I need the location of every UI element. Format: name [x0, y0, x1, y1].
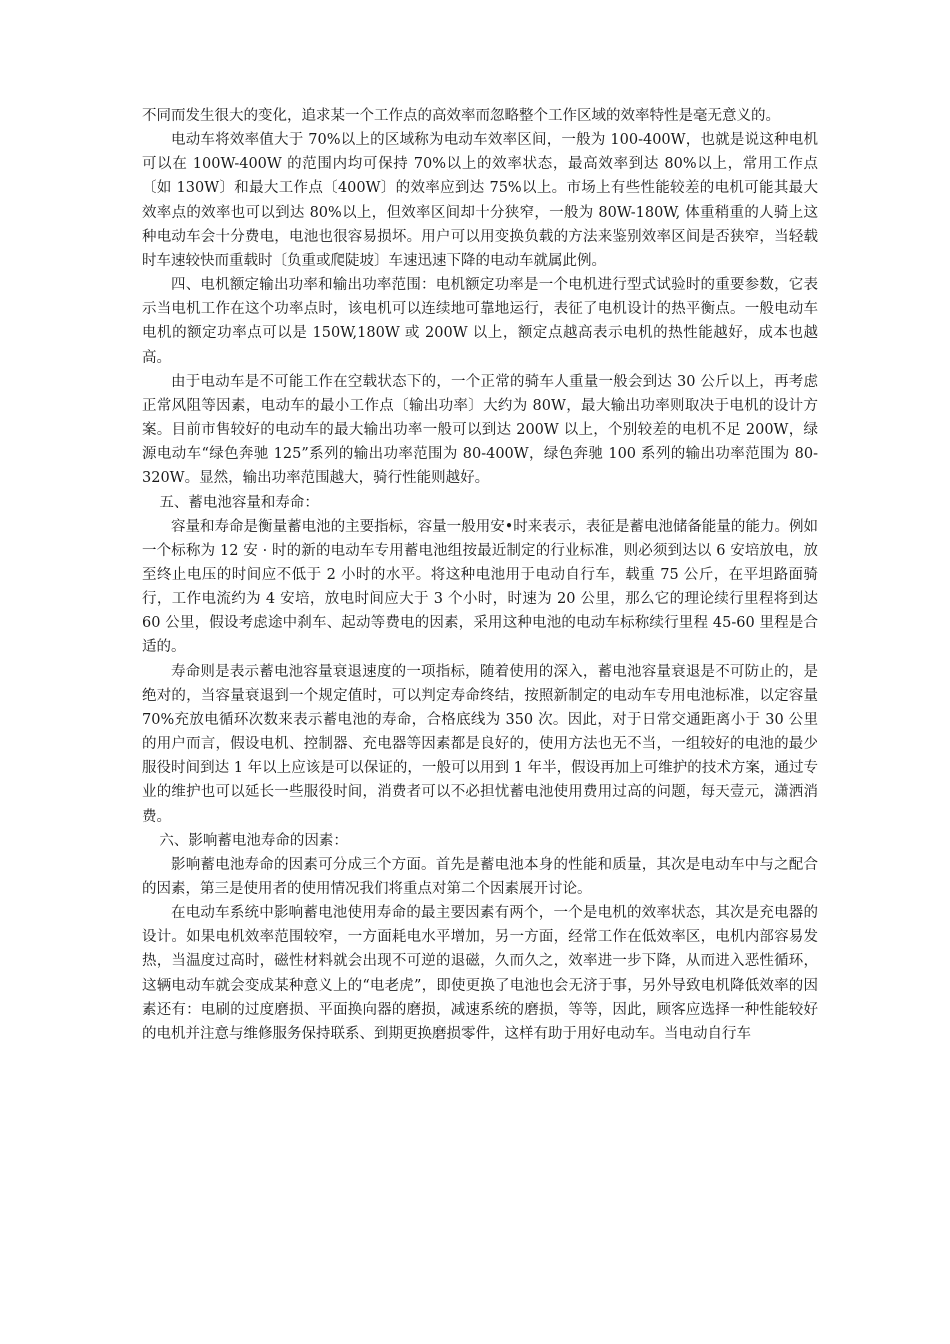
paragraph-battery-life: 寿命则是表示蓄电池容量衰退速度的一项指标，随着使用的深入，蓄电池容量衰退是不可防止的，是绝对的，当容量衰退到一个规定值时，可以判定寿命终结，按照新制定的电动车专用电池标准，以定容量 70%充放电循环次数来表示蓄电池的寿命，合格底线为 350 次。因此，对于日常交通距离小于 30 公里的用户而言，假设电机、控制器、充电器等因素都是良好的，使用方法也无不当，一组较好的电池的最少服役时间到达 1 年以上应该是可以保证的，一般可以用到 1 年半，假设再加上可维护的技术方案，通过专业的维护也可以延长一些服役时间，消费者可以不必担忧蓄电池使用费用过高的问题，每天壹元，潇洒消费。 [142, 663, 818, 825]
paragraph-battery-capacity: 容量和寿命是衡量蓄电池的主要指标，容量一般用安•时来表示，表征是蓄电池储备能量的能力。例如一个标称为 12 安 · 时的新的电动车专用蓄电池组按最近制定的行业标准，则必须到达以 6 安培放电，放至终止电压的时间应不低于 2 小时的水平。将这种电池用于电动自行车，载重 75 公斤，在平坦路面骑行，工作电流约为 4 安培，放电时间应大于 3 个小时，时速为 20 公里，那么它的理论续行里程将到达 60 公里，假设考虑途中刹车、起动等费电的因素，采用这种电池的电动车标称续行里程 45-60 里程是合适的。 [142, 518, 818, 656]
paragraph-life-factors: 影响蓄电池寿命的因素可分成三个方面。首先是蓄电池本身的性能和质量，其次是电动车中与之配合的因素，第三是使用者的使用情况我们将重点对第二个因素展开讨论。 [142, 856, 818, 897]
section-six-heading: 六、影响蓄电池寿命的因素： [159, 832, 348, 849]
paragraph-efficiency-range: 电动车将效率值大于 70%以上的区域称为电动车效率区间，一般为 100-400W，也就是说这种电机可以在 100W-400W 的范围内均可保持 70%以上的效率状态，最高效率到达 80%以上，常用工作点〔如 130W〕和最大工作点〔400W〕的效率应到达 75%以上。市场上有些性能较差的电机可能其最大效率点的效率也可以到达 80%以上，但效率区间却十分狭窄，一般为 80W-180W, 体重稍重的人骑上这种电动车会十分费电，电池也很容易损坏。用户可以用变换负载的方法来鉴别效率区间是否狭窄，当轻载时车速较快而重载时〔负重或爬陡坡〕车速迅速下降的电动车就属此例。 [142, 132, 818, 269]
document-page [142, 104, 818, 1046]
paragraph-output-power-range: 由于电动车是不可能工作在空载状态下的，一个正常的骑车人重量一般会到达 30 公斤以上，再考虑正常风阻等因素，电动车的最小工作点〔输出功率〕大约为 80W，最大输出功率则取决于电机的设计方案。目前市售较好的电动车的最大输出功率一般可以到达 200W 以上，个别较差的电机不足 200W，绿源电动车“绿色奔驰 125”系列的输出功率范围为 80-400W，绿色奔驰 100 系列的输出功率范围为 80-320W。显然，输出功率范围越大，骑行性能则越好。 [142, 373, 818, 487]
section-four-motor-power: 四、电机额定输出功率和输出功率范围：电机额定功率是一个电机进行型式试验时的重要参数，它表示当电机工作在这个功率点时，该电机可以连续地可靠地运行，表征了电机设计的热平衡点。一般电动车电机的额定功率点可以是 150W,180W 或 200W 以上，额定点越高表示电机的热性能越好，成本也越高。 [142, 277, 818, 366]
section-five-heading: 五、蓄电池容量和寿命： [159, 494, 319, 511]
paragraph-motor-charger-factors: 在电动车系统中影响蓄电池使用寿命的最主要因素有两个，一个是电机的效率状态，其次是充电器的设计。如果电机效率范围较窄，一方面耗电水平增加，另一方面，经常工作在低效率区，电机内部容易发热，当温度过高时，磁性材料就会出现不可逆的退磁，久而久之，效率进一步下降，从而进入恶性循环，这辆电动车就会变成某种意义上的“电老虎”，即使更换了电池也会无济于事，另外导致电机降低效率的因素还有：电刷的过度磨损、平面换向器的磨损，减速系统的磨损，等等，因此，顾客应选择一种性能较好的电机并注意与维修服务保持联系、到期更换磨损零件，这样有助于用好电动车。当电动自行车 [142, 905, 818, 1042]
paragraph-continuation: 不同而发生很大的变化，追求某一个工作点的高效率而忽略整个工作区域的效率特性是毫无意义的。 [142, 108, 780, 124]
